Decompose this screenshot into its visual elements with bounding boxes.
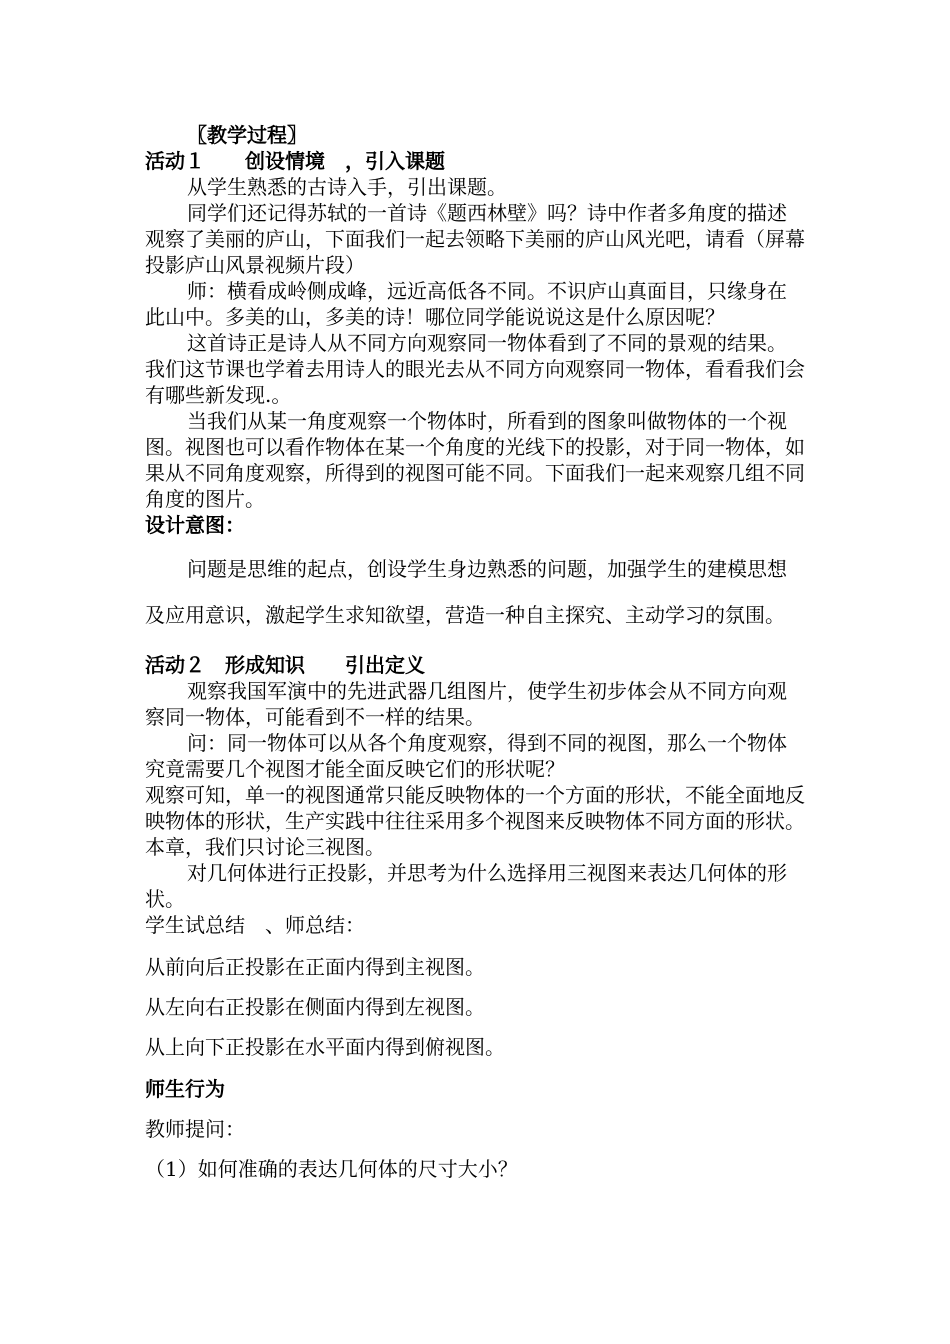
activity1-heading: 活动１ 创设情境 ，引入课题 bbox=[145, 149, 445, 173]
summary-line: 学生试总结 、师总结： bbox=[145, 913, 365, 937]
design-intent-text: 问题是思维的起点，创设学生身边熟悉的问题，加强学生的建模思想及应用意识，激起学生求知欲望，营造一种自主探究、主动学习的氛围。 bbox=[145, 557, 787, 627]
activity1-paragraph: 当我们从某一角度观察一个物体时，所看到的图象叫做物体的一个视图。视图也可以看作物体在某一个角度的光线下的投影，对于同一物体，如果从不同角度观察，所得到的视图可能不同。下面我们一起来观察几组不同角度的图片。 bbox=[145, 409, 805, 511]
activity2-paragraph: 对几何体进行正投影，并思考为什么选择用三视图来表达几何体的形状。 bbox=[145, 861, 787, 911]
section-title: 〖教学过程〗 bbox=[187, 123, 307, 147]
document-body bbox=[145, 122, 805, 1182]
teacher-ask: 教师提问： bbox=[145, 1117, 245, 1141]
view-definition-top: 从上向下正投影在水平面内得到俯视图。 bbox=[145, 1035, 505, 1059]
activity2-paragraph: 问：同一物体可以从各个角度观察，得到不同的视图，那么一个物体究竟需要几个视图才能全面反映它们的形状呢？ bbox=[145, 731, 787, 781]
activity1-paragraph: 从学生熟悉的古诗入手，引出课题。 bbox=[187, 175, 507, 199]
activity2-paragraph: 观察我国军演中的先进武器几组图片，使学生初步体会从不同方向观察同一物体，可能看到不一样的结果。 bbox=[145, 679, 787, 729]
activity1-paragraph: 这首诗正是诗人从不同方向观察同一物体看到了不同的景观的结果。我们这节课也学着去用诗人的眼光去从不同方向观察同一物体，看看我们会有哪些新发现.。 bbox=[145, 331, 805, 407]
view-definition-left: 从左向右正投影在侧面内得到左视图。 bbox=[145, 995, 485, 1019]
design-intent-heading: 设计意图： bbox=[145, 513, 245, 537]
activity2-heading: 活动２ 形成知识 引出定义 bbox=[145, 653, 425, 677]
activity2-paragraph: 观察可知，单一的视图通常只能反映物体的一个方面的形状，不能全面地反映物体的形状，生产实践中往往采用多个视图来反映物体不同方面的形状。本章，我们只讨论三视图。 bbox=[145, 783, 805, 859]
behavior-heading: 师生行为 bbox=[145, 1077, 225, 1101]
activity1-paragraph: 同学们还记得苏轼的一首诗《题西林壁》吗？诗中作者多角度的描述观察了美丽的庐山，下面我们一起去领略下美丽的庐山风光吧，请看（屏幕投影庐山风景视频片段） bbox=[145, 201, 805, 277]
activity1-paragraph: 师：横看成岭侧成峰，远近高低各不同。不识庐山真面目，只缘身在此山中。多美的山，多美的诗！哪位同学能说说这是什么原因呢？ bbox=[145, 279, 787, 329]
view-definition-front: 从前向后正投影在正面内得到主视图。 bbox=[145, 955, 485, 979]
question-1: （1）如何准确的表达几何体的尺寸大小？ bbox=[145, 1157, 518, 1181]
